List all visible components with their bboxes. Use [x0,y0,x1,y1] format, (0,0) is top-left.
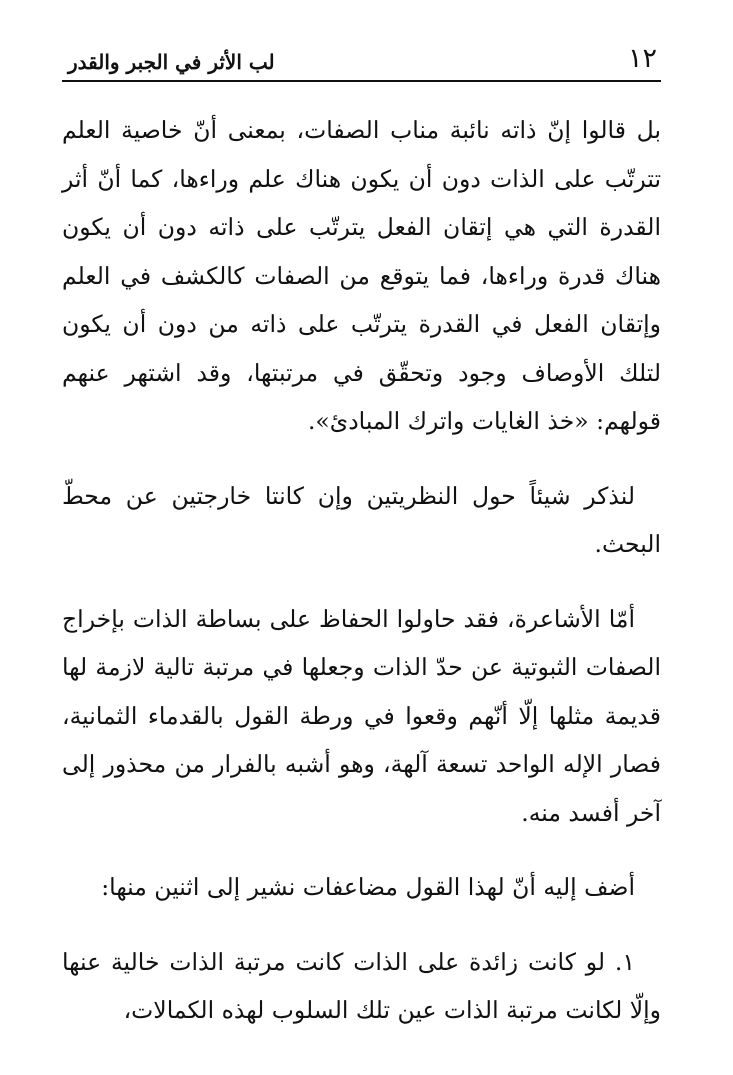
paragraph-4: أضف إليه أنّ لهذا القول مضاعفات نشير إلى اثنين منها: [101,873,635,901]
header-rule [62,80,661,82]
paragraph-3: أمّا الأشاعرة، فقد حاولوا الحفاظ على بساطة الذات بإخراج الصفات الثبوتية عن حدّ الذات وجعلها في مرتبة تالية لازمة لها قديمة مثلها إلّا أنّهم وقعوا في ورطة القول بالقدماء الثمانية، فصار الإله الواحد تسعة آلهة، وهو أشبه بالفرار من محذور إلى آخر أفسد منه. [62,604,661,827]
page-header [62,30,661,72]
list-item-1: ١. لو كانت زائدة على الذات كانت مرتبة الذات خالية عنها وإلّا لكانت مرتبة الذات عين تلك السلوب لهذه الكمالات، [62,947,661,1024]
body-text [62,106,661,1035]
paragraph-1: بل قالوا إنّ ذاته نائبة مناب الصفات، بمعنى أنّ خاصية العلم تترتّب على الذات دون أن يكون هناك علم وراءها، كما أنّ أثر القدرة التي هي إتقان الفعل يترتّب على ذاته دون أن يكون هناك قدرة وراءها، فما يتوقع من الصفات كالكشف في العلم وإتقان الفعل في القدرة يترتّب على ذاته من دون أن يكون لتلك الأوصاف وجود وتحقّق في مرتبتها، وقد اشتهر عنهم قولهم: «خذ الغايات واترك المبادئ». [62,116,661,435]
page-number: ١٢ [627,43,657,74]
paragraph-2: لنذكر شيئاً حول النظريتين وإن كانتا خارجتين عن محطّ البحث. [62,481,661,558]
running-title: لب الأثر في الجبر والقدر [68,50,275,74]
